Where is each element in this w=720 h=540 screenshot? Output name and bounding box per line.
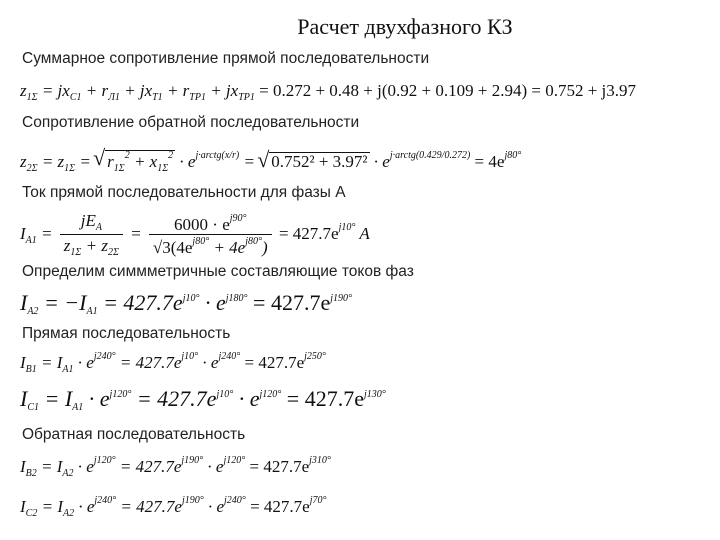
heading-positive-sequence: Прямая последовательность <box>22 325 231 342</box>
heading-positive-sequence-impedance: Суммарное сопротивление прямой последовательности <box>22 50 430 67</box>
equation-z2-rhs-exp: j80° <box>504 150 522 161</box>
equation-ia1-rhs: = 427.7e <box>278 223 339 243</box>
equation-ia2: $I_{A2} = -I_{A1} = 427.7e^{j10^\circ} \cdot e^{j180^\circ} = 427.7e^{j190^\circ}$ <box>20 290 352 317</box>
equation-ib1: $I_{B1} = I_{A1} \cdot e^{j240^\circ} = 427.7e^{j10^\circ} \cdot e^{j240^\circ} = 427.7e^{j250^\circ}$ <box>20 351 326 375</box>
equation-ia1-numerator-exp: j90° <box>229 213 247 224</box>
heading-negative-sequence-impedance: Сопротивление обратной последовательности <box>22 114 360 131</box>
equation-ib2-rhs: = 427.7e <box>249 457 310 476</box>
equation-ia1-rhs-exp: j10° <box>338 221 356 233</box>
equation-ic1-rhs: = 427.7e <box>286 386 364 411</box>
equation-ia1: $I_{A1}$ = $\frac{jE_A}{z_{1\Sigma} + z_{2\Sigma}}$ = $\frac{6000 \cdot e^{j90^\circ}}{√3(4e^{j80^\circ} + 4e^{j80^\circ})}$ = $427.7e^{j10^\circ}$ A <box>20 211 370 258</box>
equation-z1-sum: $z_{1\Sigma} = jx_{C1} + r_{Л1} + jx_{T1} + r_{TP1} + jx_{TP1} = 0.272 + 0.48 + j(0.92 + 0.109 + 2.94) = 0.752 + j3.97$ <box>20 81 637 103</box>
equation-z2-rhs: = 4e <box>474 152 505 171</box>
equation-ic2: $I_{C2} = I_{A2} \cdot e^{j240^\circ} = 427.7e^{j190^\circ} \cdot e^{j240^\circ} = 427.7e^{j70^\circ}$ <box>20 495 327 519</box>
equation-ia1-denominator: √3(4e <box>152 238 193 257</box>
heading-phase-a-current: Ток прямой последовательности для фазы А <box>22 184 346 201</box>
equation-ic1: $I_{C1} = I_{A1} \cdot e^{j120^\circ} = 427.7e^{j10^\circ} \cdot e^{j120^\circ} = 427.7e^{j130^\circ}$ <box>20 386 386 413</box>
equation-z1-sum-rhs: = 0.272 + 0.48 + j(0.92 + 0.109 + 2.94) = 0.752 + j3.97 <box>259 81 637 100</box>
equation-z2-sum: $z_{2\Sigma} = z_{1\Sigma}$ = √ $r_{1\Sigma}^2 + x_{1\Sigma}^2 \cdot e^{j\cdot arctg(x/r)}$ = √ $0.752^2 + 3.97^2 \cdot e^{j\cdot arctg(0.429/0.272)} = 4e^{j80^\circ}$ <box>20 150 521 174</box>
slide-title: Расчет двухфазного КЗ <box>297 14 513 39</box>
heading-symmetric-components: Определим симмметричные составляющие токов фаз <box>22 263 414 280</box>
equation-ia1-unit: A <box>359 223 370 243</box>
equation-ib1-rhs: = 427.7e <box>244 353 305 372</box>
equation-ia2-rhs: = 427.7e <box>253 290 331 315</box>
heading-negative-sequence: Обратная последовательность <box>22 426 246 443</box>
equation-z2-sqrt: √ 0.752² + 3.97² <box>269 152 369 170</box>
equation-ia1-numerator: 6000 · e <box>174 215 230 234</box>
equation-ib2: $I_{B2} = I_{A2} \cdot e^{j120^\circ} = 427.7e^{j190^\circ} \cdot e^{j120^\circ} = 427.7e^{j310^\circ}$ <box>20 455 331 479</box>
equation-ic2-rhs: = 427.7e <box>250 497 310 516</box>
